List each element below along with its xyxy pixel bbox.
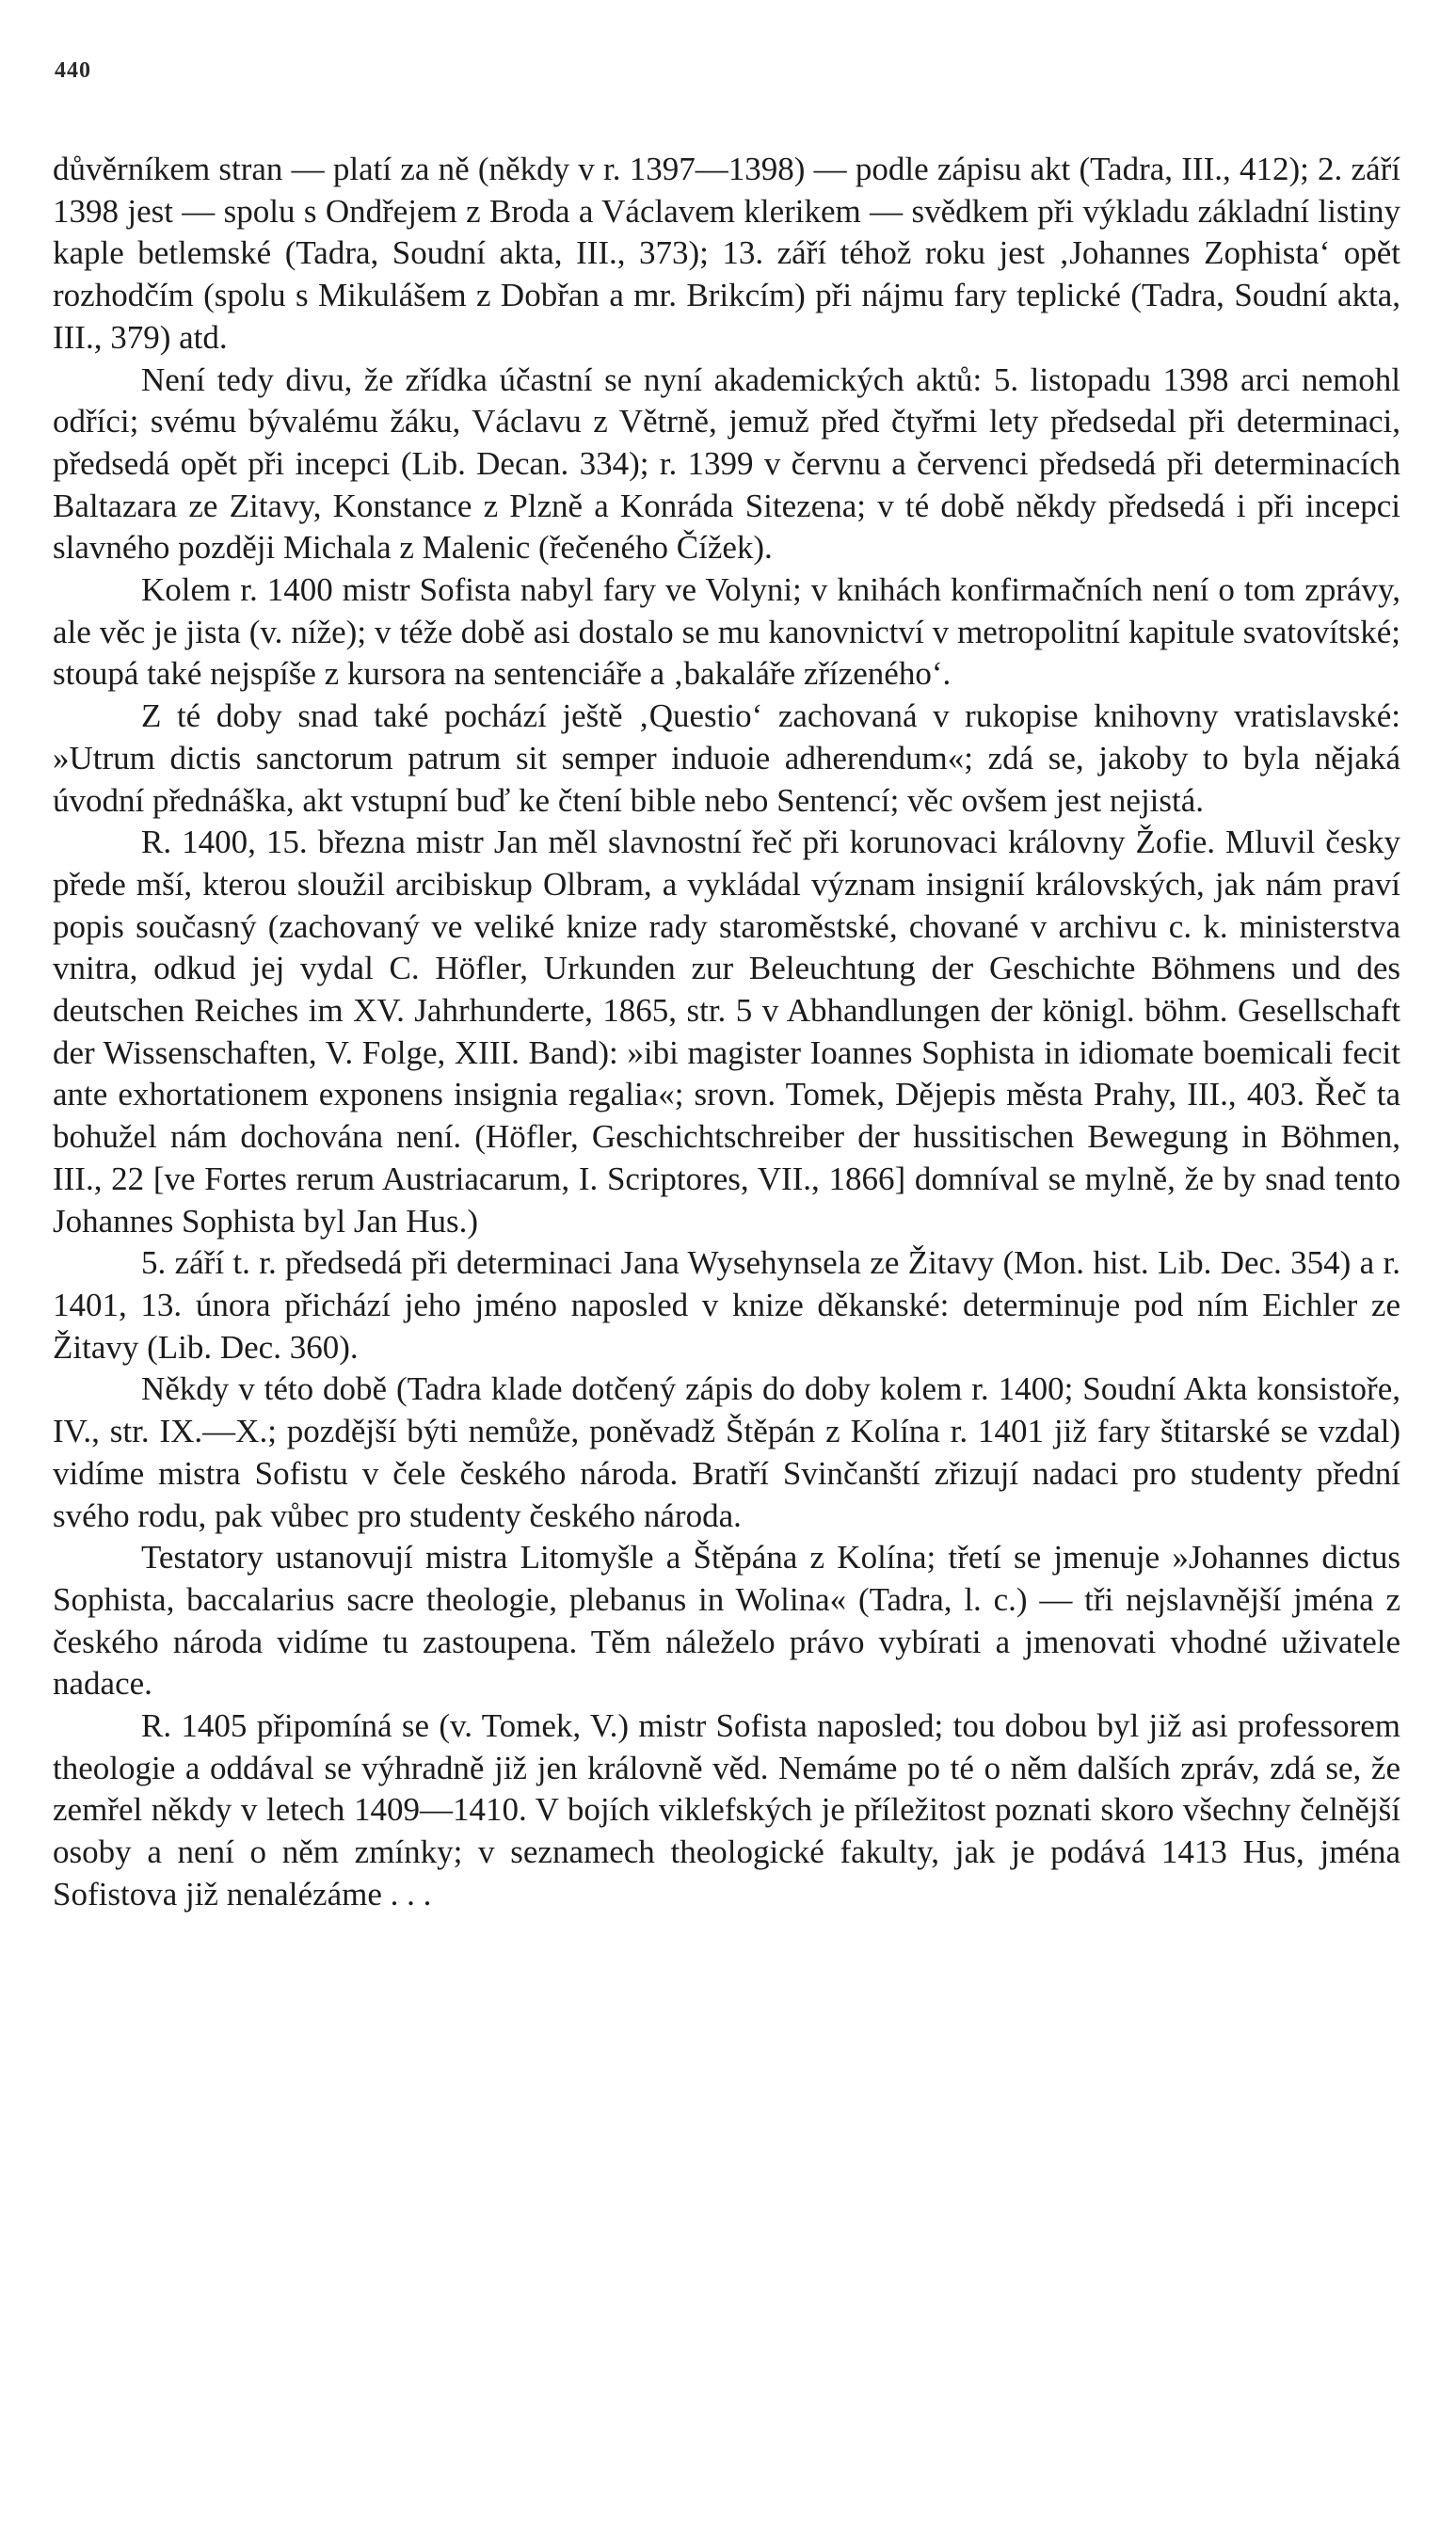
paragraph-academic-acts: Není tedy divu, že zřídka účastní se nyní akademických aktů: 5. listopadu 1398 arci nemohl odříci; svému bývalému žáku, Václavu z Větrně, jemuž před čtyřmi lety předsedal při determinaci, předsedá opět při incepci (Lib. Decan. 334); r. 1399 v červnu a červenci předsedá při determinacích Baltazara ze Zitavy, Konstance z Plzně a Konráda Sitezena; v té době někdy předsedá i při incepci slavného později Michala z Malenic (řečeného Čížek). <box>53 360 1400 567</box>
paragraph-determination: 5. září t. r. předsedá při determinaci Jana Wysehynsela ze Žitavy (Mon. hist. Lib. Dec. 354) a r. 1401, 13. února přichází jeho jméno naposled v knize děkanské: determinuje pod ním Eichler ze Žitavy (Lib. Dec. 360). <box>53 1244 1400 1366</box>
paragraph-last-mention: R. 1405 připomíná se (v. Tomek, V.) mistr Sofista naposled; tou dobou byl již asi professorem theologie a oddával se výhradně již jen královně věd. Nemáme po té o něm dalších zpráv, zdá se, že zemřel někdy v letech 1409—1410. V bojích viklefských je příležitost poznati skoro všechny čelnější osoby a není o něm zmínky; v seznamech theologické fakulty, jak je podává 1413 Hus, jména Sofistova již nenalézáme . . . <box>53 1707 1400 1913</box>
paragraph-volyne-parish: Kolem r. 1400 mistr Sofista nabyl fary ve Volyni; v knihách konfirmačních není o tom zprávy, ale věc je jista (v. níže); v téže době asi dostalo se mu kanovnictví v metropolitní kapitule svatovítské; stoupá také nejspíše z kursora na sentenciáře a ‚bakaláře zřízeného‘. <box>53 571 1400 693</box>
paragraph-coronation-speech: R. 1400, 15. března mistr Jan měl slavnostní řeč při korunovaci královny Žofie. Mluvil česky přede mší, kterou sloužil arcibiskup Olbram, a vykládal význam insignií královských, jak nám praví popis současný (zachovaný ve veliké knize rady staroměstské, chované v archivu c. k. ministerstva vnitra, odkud jej vydal C. Höfler, Urkunden zur Beleuchtung der Geschichte Böhmens und des deutschen Reiches im XV. Jahrhunderte, 1865, str. 5 v Abhandlungen der königl. böhm. Gesellschaft der Wissenschaften, V. Folge, XIII. Band): »ibi magister Ioannes Sophista in idiomate boemicali fecit ante exhortationem exponens insignia regalia«; srovn. Tomek, Dějepis města Prahy, III., 403. Řeč ta bohužel nám dochována není. (Höfler, Geschichtschreiber der hussitischen Bewegung in Böhmen, III., 22 [ve Fortes rerum Austriacarum, I. Scriptores, VII., 1866] domníval se mylně, že by snad tento Johannes Sophista byl Jan Hus.) <box>53 824 1400 1240</box>
paragraph-testators: Testatory ustanovují mistra Litomyšle a Štěpána z Kolína; třetí se jmenuje »Johannes dictus Sophista, baccalarius sacre theologie, plebanus in Wolina« (Tadra, l. c.) — tři nejslavnější jména z českého národa vidíme tu zastoupena. Těm náleželo právo vybírati a jmenovati vhodné uživatele nadace. <box>53 1539 1400 1703</box>
body-text <box>53 149 1400 1916</box>
paragraph-czech-nation: Někdy v této době (Tadra klade dotčený zápis do doby kolem r. 1400; Soudní Akta konsistoře, IV., str. IX.—X.; pozdější býti nemůže, poněvadž Štěpán z Kolína r. 1401 již fary štitarské se vzdal) vidíme mistra Sofistu v čele českého národa. Bratří Svinčanští zřizují nadaci pro studenty přední svého rodu, pak vůbec pro studenty českého národa. <box>53 1370 1400 1534</box>
page-number: 440 <box>55 58 91 83</box>
paragraph-questio: Z té doby snad také pochází ještě ‚Questio‘ zachovaná v rukopise knihovny vratislavské: »Utrum dictis sanctorum patrum sit semper induoie adherendum«; zdá se, jakoby to byla nějaká úvodní přednáška, akt vstupní buď ke čtení bible nebo Sentencí; věc ovšem jest nejistá. <box>53 697 1400 819</box>
paragraph-continuation: důvěrníkem stran — platí za ně (někdy v r. 1397—1398) — podle zápisu akt (Tadra, III., 412); 2. září 1398 jest — spolu s Ondřejem z Broda a Václavem klerikem — svědkem při výkladu základní listiny kaple betlemské (Tadra, Soudní akta, III., 373); 13. září téhož roku jest ‚Johannes Zophista‘ opět rozhodčím (spolu s Mikulášem z Dobřan a mr. Brikcím) při nájmu fary teplické (Tadra, Soudní akta, III., 379) atd. <box>53 151 1400 356</box>
